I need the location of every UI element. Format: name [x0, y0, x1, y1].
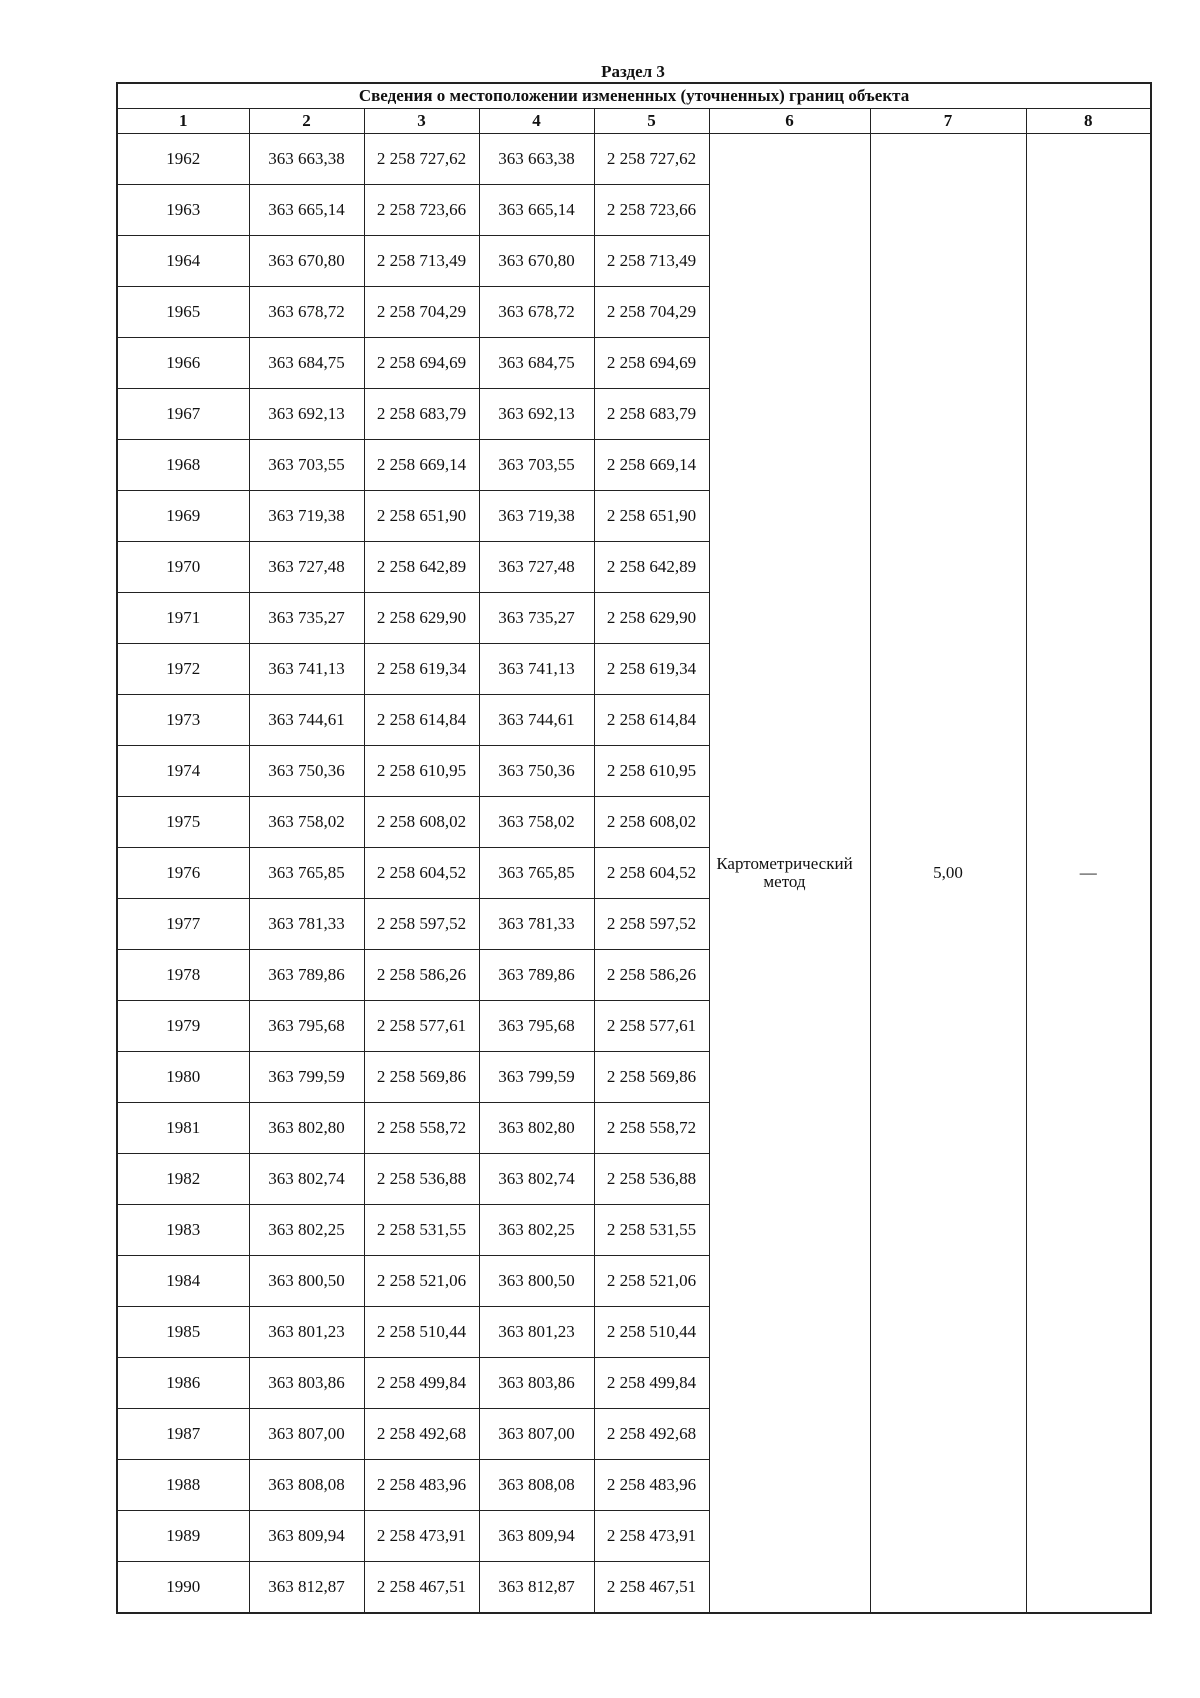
- cell-col-3: 2 258 629,90: [364, 593, 479, 644]
- cell-col-2: 363 795,68: [249, 1001, 364, 1052]
- cell-col-3: 2 258 614,84: [364, 695, 479, 746]
- cell-col-1: 1969: [117, 491, 249, 542]
- cell-col-1: 1984: [117, 1256, 249, 1307]
- cell-col-1: 1974: [117, 746, 249, 797]
- cell-col-3: 2 258 483,96: [364, 1460, 479, 1511]
- cell-col-3: 2 258 694,69: [364, 338, 479, 389]
- cell-col-5: 2 258 604,52: [594, 848, 709, 899]
- cell-col-5: 2 258 558,72: [594, 1103, 709, 1154]
- cell-col-3: 2 258 473,91: [364, 1511, 479, 1562]
- cell-col-2: 363 744,61: [249, 695, 364, 746]
- cell-col-2: 363 727,48: [249, 542, 364, 593]
- cell-col-1: 1979: [117, 1001, 249, 1052]
- cell-col-3: 2 258 597,52: [364, 899, 479, 950]
- cell-col-1: 1971: [117, 593, 249, 644]
- cell-col-4: 363 802,74: [479, 1154, 594, 1205]
- cell-col-5: 2 258 610,95: [594, 746, 709, 797]
- cell-col-1: 1988: [117, 1460, 249, 1511]
- cell-col-4: 363 800,50: [479, 1256, 594, 1307]
- accuracy-cell: 5,00: [870, 134, 1026, 1614]
- cell-col-3: 2 258 683,79: [364, 389, 479, 440]
- cell-col-5: 2 258 586,26: [594, 950, 709, 1001]
- cell-col-2: 363 812,87: [249, 1562, 364, 1614]
- cell-col-3: 2 258 619,34: [364, 644, 479, 695]
- description-cell: —: [1026, 134, 1151, 1614]
- cell-col-3: 2 258 642,89: [364, 542, 479, 593]
- cell-col-3: 2 258 467,51: [364, 1562, 479, 1614]
- cell-col-2: 363 802,80: [249, 1103, 364, 1154]
- cell-col-2: 363 789,86: [249, 950, 364, 1001]
- cell-col-4: 363 727,48: [479, 542, 594, 593]
- cell-col-1: 1981: [117, 1103, 249, 1154]
- cell-col-4: 363 808,08: [479, 1460, 594, 1511]
- cell-col-2: 363 802,25: [249, 1205, 364, 1256]
- cell-col-1: 1962: [117, 134, 249, 185]
- cell-col-4: 363 665,14: [479, 185, 594, 236]
- cell-col-4: 363 663,38: [479, 134, 594, 185]
- cell-col-5: 2 258 642,89: [594, 542, 709, 593]
- section-title: Раздел 3: [601, 62, 665, 81]
- cell-col-5: 2 258 473,91: [594, 1511, 709, 1562]
- cell-col-1: 1987: [117, 1409, 249, 1460]
- cell-col-4: 363 678,72: [479, 287, 594, 338]
- cell-col-3: 2 258 521,06: [364, 1256, 479, 1307]
- column-number-6: 6: [709, 109, 870, 134]
- cell-col-2: 363 741,13: [249, 644, 364, 695]
- cell-col-3: 2 258 558,72: [364, 1103, 479, 1154]
- cell-col-5: 2 258 483,96: [594, 1460, 709, 1511]
- cell-col-4: 363 802,80: [479, 1103, 594, 1154]
- table-body: [117, 134, 1151, 1614]
- table-caption: Сведения о местоположении измененных (уточненных) границ объекта: [117, 83, 1151, 109]
- cell-col-2: 363 781,33: [249, 899, 364, 950]
- cell-col-4: 363 744,61: [479, 695, 594, 746]
- cell-col-2: 363 692,13: [249, 389, 364, 440]
- table-row: [117, 134, 1151, 185]
- cell-col-5: 2 258 521,06: [594, 1256, 709, 1307]
- cell-col-2: 363 719,38: [249, 491, 364, 542]
- cell-col-4: 363 809,94: [479, 1511, 594, 1562]
- cell-col-5: 2 258 467,51: [594, 1562, 709, 1614]
- cell-col-2: 363 663,38: [249, 134, 364, 185]
- cell-col-5: 2 258 499,84: [594, 1358, 709, 1409]
- cell-col-5: 2 258 569,86: [594, 1052, 709, 1103]
- cell-col-3: 2 258 531,55: [364, 1205, 479, 1256]
- cell-col-1: 1982: [117, 1154, 249, 1205]
- cell-col-1: 1983: [117, 1205, 249, 1256]
- cell-col-5: 2 258 536,88: [594, 1154, 709, 1205]
- cell-col-1: 1978: [117, 950, 249, 1001]
- cell-col-5: 2 258 577,61: [594, 1001, 709, 1052]
- cell-col-4: 363 799,59: [479, 1052, 594, 1103]
- cell-col-5: 2 258 492,68: [594, 1409, 709, 1460]
- cell-col-2: 363 703,55: [249, 440, 364, 491]
- cell-col-1: 1990: [117, 1562, 249, 1614]
- cell-col-3: 2 258 499,84: [364, 1358, 479, 1409]
- cell-col-3: 2 258 651,90: [364, 491, 479, 542]
- cell-col-3: 2 258 604,52: [364, 848, 479, 899]
- cell-col-5: 2 258 597,52: [594, 899, 709, 950]
- cell-col-1: 1986: [117, 1358, 249, 1409]
- cell-col-4: 363 765,85: [479, 848, 594, 899]
- cell-col-2: 363 735,27: [249, 593, 364, 644]
- cell-col-4: 363 692,13: [479, 389, 594, 440]
- cell-col-3: 2 258 610,95: [364, 746, 479, 797]
- cell-col-4: 363 803,86: [479, 1358, 594, 1409]
- column-number-3: 3: [364, 109, 479, 134]
- cell-col-1: 1970: [117, 542, 249, 593]
- cell-col-3: 2 258 577,61: [364, 1001, 479, 1052]
- cell-col-5: 2 258 669,14: [594, 440, 709, 491]
- cell-col-1: 1963: [117, 185, 249, 236]
- cell-col-5: 2 258 704,29: [594, 287, 709, 338]
- cell-col-5: 2 258 619,34: [594, 644, 709, 695]
- cell-col-4: 363 670,80: [479, 236, 594, 287]
- cell-col-2: 363 758,02: [249, 797, 364, 848]
- cell-col-3: 2 258 713,49: [364, 236, 479, 287]
- cell-col-1: 1972: [117, 644, 249, 695]
- cell-col-2: 363 802,74: [249, 1154, 364, 1205]
- cell-col-5: 2 258 629,90: [594, 593, 709, 644]
- cell-col-4: 363 741,13: [479, 644, 594, 695]
- cell-col-3: 2 258 669,14: [364, 440, 479, 491]
- cell-col-1: 1980: [117, 1052, 249, 1103]
- cell-col-4: 363 812,87: [479, 1562, 594, 1614]
- cell-col-4: 363 802,25: [479, 1205, 594, 1256]
- cell-col-1: 1966: [117, 338, 249, 389]
- cell-col-2: 363 684,75: [249, 338, 364, 389]
- cell-col-5: 2 258 510,44: [594, 1307, 709, 1358]
- cell-col-5: 2 258 713,49: [594, 236, 709, 287]
- cell-col-5: 2 258 608,02: [594, 797, 709, 848]
- cell-col-4: 363 807,00: [479, 1409, 594, 1460]
- cell-col-3: 2 258 723,66: [364, 185, 479, 236]
- cell-col-5: 2 258 683,79: [594, 389, 709, 440]
- cell-col-1: 1989: [117, 1511, 249, 1562]
- cell-col-1: 1973: [117, 695, 249, 746]
- cell-col-2: 363 800,50: [249, 1256, 364, 1307]
- cell-col-1: 1985: [117, 1307, 249, 1358]
- cell-col-3: 2 258 510,44: [364, 1307, 479, 1358]
- cell-col-2: 363 678,72: [249, 287, 364, 338]
- cell-col-1: 1975: [117, 797, 249, 848]
- cell-col-3: 2 258 727,62: [364, 134, 479, 185]
- cell-col-2: 363 808,08: [249, 1460, 364, 1511]
- cell-col-4: 363 735,27: [479, 593, 594, 644]
- cell-col-1: 1977: [117, 899, 249, 950]
- cell-col-5: 2 258 723,66: [594, 185, 709, 236]
- column-number-5: 5: [594, 109, 709, 134]
- method-cell: Картометрический метод: [709, 134, 870, 1614]
- cell-col-2: 363 801,23: [249, 1307, 364, 1358]
- cell-col-2: 363 670,80: [249, 236, 364, 287]
- cell-col-3: 2 258 608,02: [364, 797, 479, 848]
- cell-col-1: 1976: [117, 848, 249, 899]
- cell-col-3: 2 258 492,68: [364, 1409, 479, 1460]
- cell-col-3: 2 258 536,88: [364, 1154, 479, 1205]
- cell-col-2: 363 807,00: [249, 1409, 364, 1460]
- cell-col-1: 1968: [117, 440, 249, 491]
- column-number-8: 8: [1026, 109, 1151, 134]
- cell-col-2: 363 803,86: [249, 1358, 364, 1409]
- column-number-7: 7: [870, 109, 1026, 134]
- cell-col-1: 1967: [117, 389, 249, 440]
- cell-col-1: 1965: [117, 287, 249, 338]
- cell-col-5: 2 258 531,55: [594, 1205, 709, 1256]
- cell-col-4: 363 789,86: [479, 950, 594, 1001]
- document-page: [116, 62, 1150, 1614]
- cell-col-2: 363 665,14: [249, 185, 364, 236]
- cell-col-4: 363 684,75: [479, 338, 594, 389]
- cell-col-5: 2 258 694,69: [594, 338, 709, 389]
- cell-col-5: 2 258 651,90: [594, 491, 709, 542]
- cell-col-2: 363 799,59: [249, 1052, 364, 1103]
- column-number-4: 4: [479, 109, 594, 134]
- cell-col-4: 363 758,02: [479, 797, 594, 848]
- cell-col-2: 363 809,94: [249, 1511, 364, 1562]
- cell-col-1: 1964: [117, 236, 249, 287]
- cell-col-4: 363 750,36: [479, 746, 594, 797]
- cell-col-5: 2 258 614,84: [594, 695, 709, 746]
- column-number-row: [117, 109, 1151, 134]
- cell-col-3: 2 258 569,86: [364, 1052, 479, 1103]
- cell-col-4: 363 703,55: [479, 440, 594, 491]
- column-number-1: 1: [117, 109, 249, 134]
- cell-col-4: 363 719,38: [479, 491, 594, 542]
- cell-col-4: 363 781,33: [479, 899, 594, 950]
- cell-col-4: 363 801,23: [479, 1307, 594, 1358]
- cell-col-5: 2 258 727,62: [594, 134, 709, 185]
- column-number-2: 2: [249, 109, 364, 134]
- boundary-coordinates-table: [116, 82, 1152, 1614]
- cell-col-2: 363 765,85: [249, 848, 364, 899]
- cell-col-4: 363 795,68: [479, 1001, 594, 1052]
- cell-col-3: 2 258 586,26: [364, 950, 479, 1001]
- cell-col-2: 363 750,36: [249, 746, 364, 797]
- cell-col-3: 2 258 704,29: [364, 287, 479, 338]
